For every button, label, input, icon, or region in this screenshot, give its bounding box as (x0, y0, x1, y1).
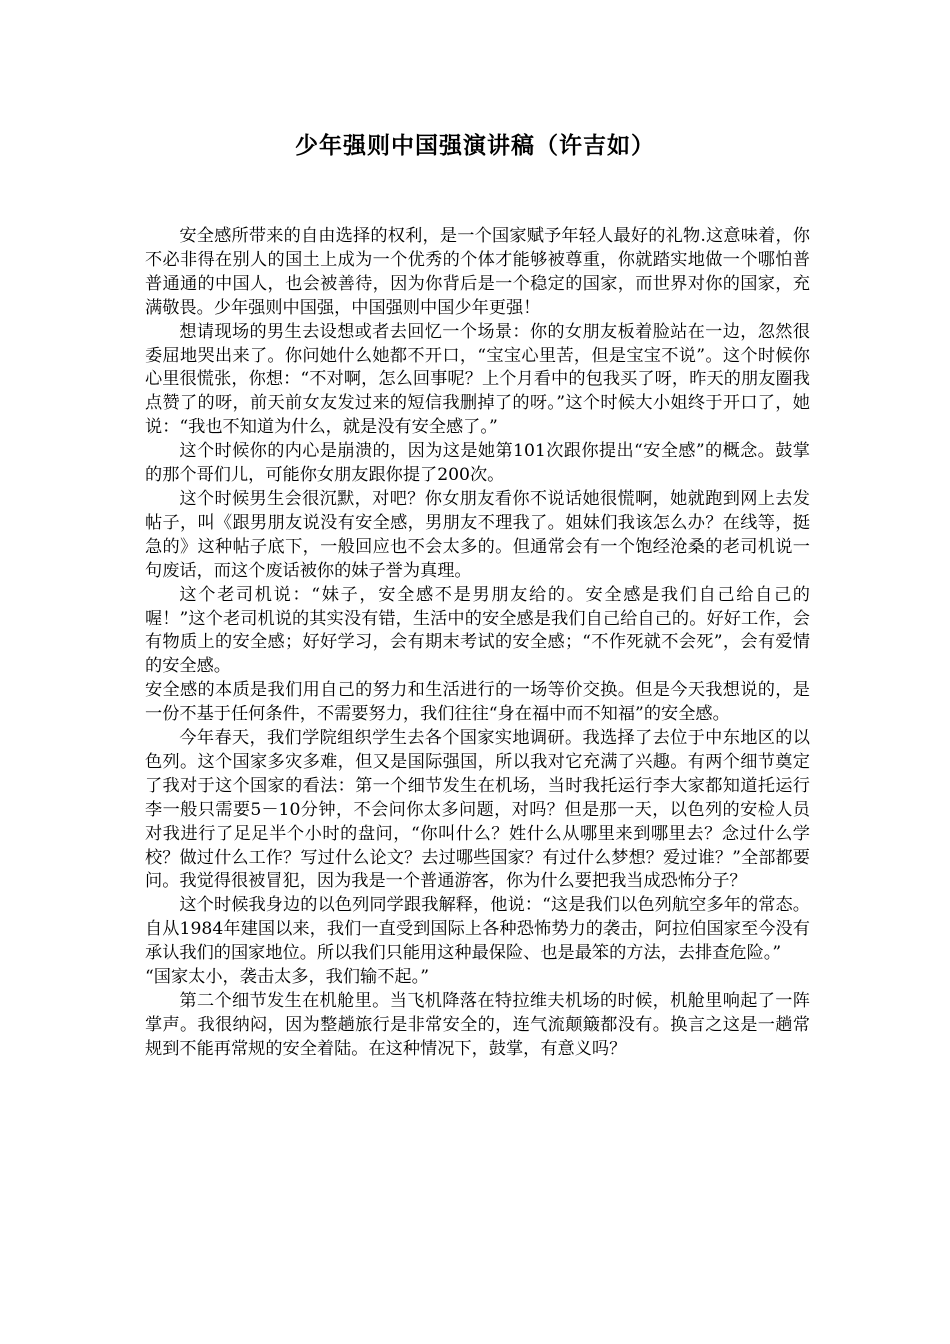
paragraph: “国家太小，袭击太多，我们输不起。” (145, 967, 429, 988)
document-body (145, 225, 810, 1062)
paragraph: 安全感所带来的自由选择的权利，是一个国家赋予年轻人最好的礼物.这意味着，你不必非得在别人的国土上成为一个优秀的个体才能够被尊重，你就踏实地做一个哪怕普普通通的中国人，也会被善待，因为你背后是一个稳定的国家，而世界对你的国家，充满敬畏。少年强则中国强，中国强则中国少年更强！ (145, 226, 810, 318)
paragraph: 这个老司机说：“妹子，安全感不是男朋友给的。安全感是我们自己给自己的喔！”这个老司机说的其实没有错，生活中的安全感是我们自己给自己的。好好工作，会有物质上的安全感；好好学习，会有期末考试的安全感；“不作死就不会死”，会有爱情的安全感。 (145, 584, 810, 677)
paragraph: 今年春天，我们学院组织学生去各个国家实地调研。我选择了去位于中东地区的以色列。这个国家多灾多难，但又是国际强国，所以我对它充满了兴趣。有两个细节奠定了我对于这个国家的看法：第一个细节发生在机场，当时我托运行李大家都知道托运行李一般只需要5－10分钟，不会问你太多问题，对吗？但是那一天，以色列的安检人员对我进行了足足半个小时的盘问，“你叫什么？姓什么从哪里来到哪里去？念过什么学校？做过什么工作？写过什么论文？去过哪些国家？有过什么梦想？爱过谁？”全部都要问。我觉得很被冒犯，因为我是一个普通游客，你为什么要把我当成恐怖分子？ (145, 728, 810, 892)
paragraph: 这个时候男生会很沉默，对吧？你女朋友看你不说话她很慌啊，她就跑到网上去发帖子，叫《跟男朋友说没有安全感，男朋友不理我了。姐妹们我该怎么办？在线等，挺急的》这种帖子底下，一般回应也不会太多的。但通常会有一个饱经沧桑的老司机说一句废话，而这个废话被你的妹子誉为真理。 (145, 488, 810, 581)
paragraph: 第二个细节发生在机舱里。当飞机降落在特拉维夫机场的时候，机舱里响起了一阵掌声。我很纳闷，因为整趟旅行是非常安全的，连气流颠簸都没有。换言之这是一趟常规到不能再常规的安全着陆。在这种情况下，鼓掌，有意义吗？ (145, 991, 810, 1059)
paragraph: 这个时候我身边的以色列同学跟我解释，他说：“这是我们以色列航空多年的常态。自从1984年建国以来，我们一直受到国际上各种恐怖势力的袭击，阿拉伯国家至今没有承认我们的国家地位。所以我们只能用这种最保险、也是最笨的方法，去排查危险。” (145, 895, 810, 964)
document-title: 少年强则中国强演讲稿（许吉如） (295, 133, 655, 159)
paragraph: 想请现场的男生去设想或者去回忆一个场景：你的女朋友板着脸站在一边，忽然很委屈地哭出来了。你问她什么她都不开口，“宝宝心里苦，但是宝宝不说”。这个时候你心里很慌张，你想：“不对啊，怎么回事呢？上个月看中的包我买了呀，昨天的朋友圈我点赞了的呀，前天前女友发过来的短信我删掉了的呀。”这个时候大小姐终于开口了，她说：“我也不知道为什么，就是没有安全感了。” (145, 321, 810, 438)
paragraph: 安全感的本质是我们用自己的努力和生活进行的一场等价交换。但是今天我想说的，是一份不基于任何条件，不需要努力，我们往往“身在福中而不知福”的安全感。 (145, 680, 810, 725)
paragraph: 这个时候你的内心是崩溃的，因为这是她第101次跟你提出“安全感”的概念。鼓掌的那个哥们儿，可能你女朋友跟你提了200次。 (145, 441, 810, 486)
